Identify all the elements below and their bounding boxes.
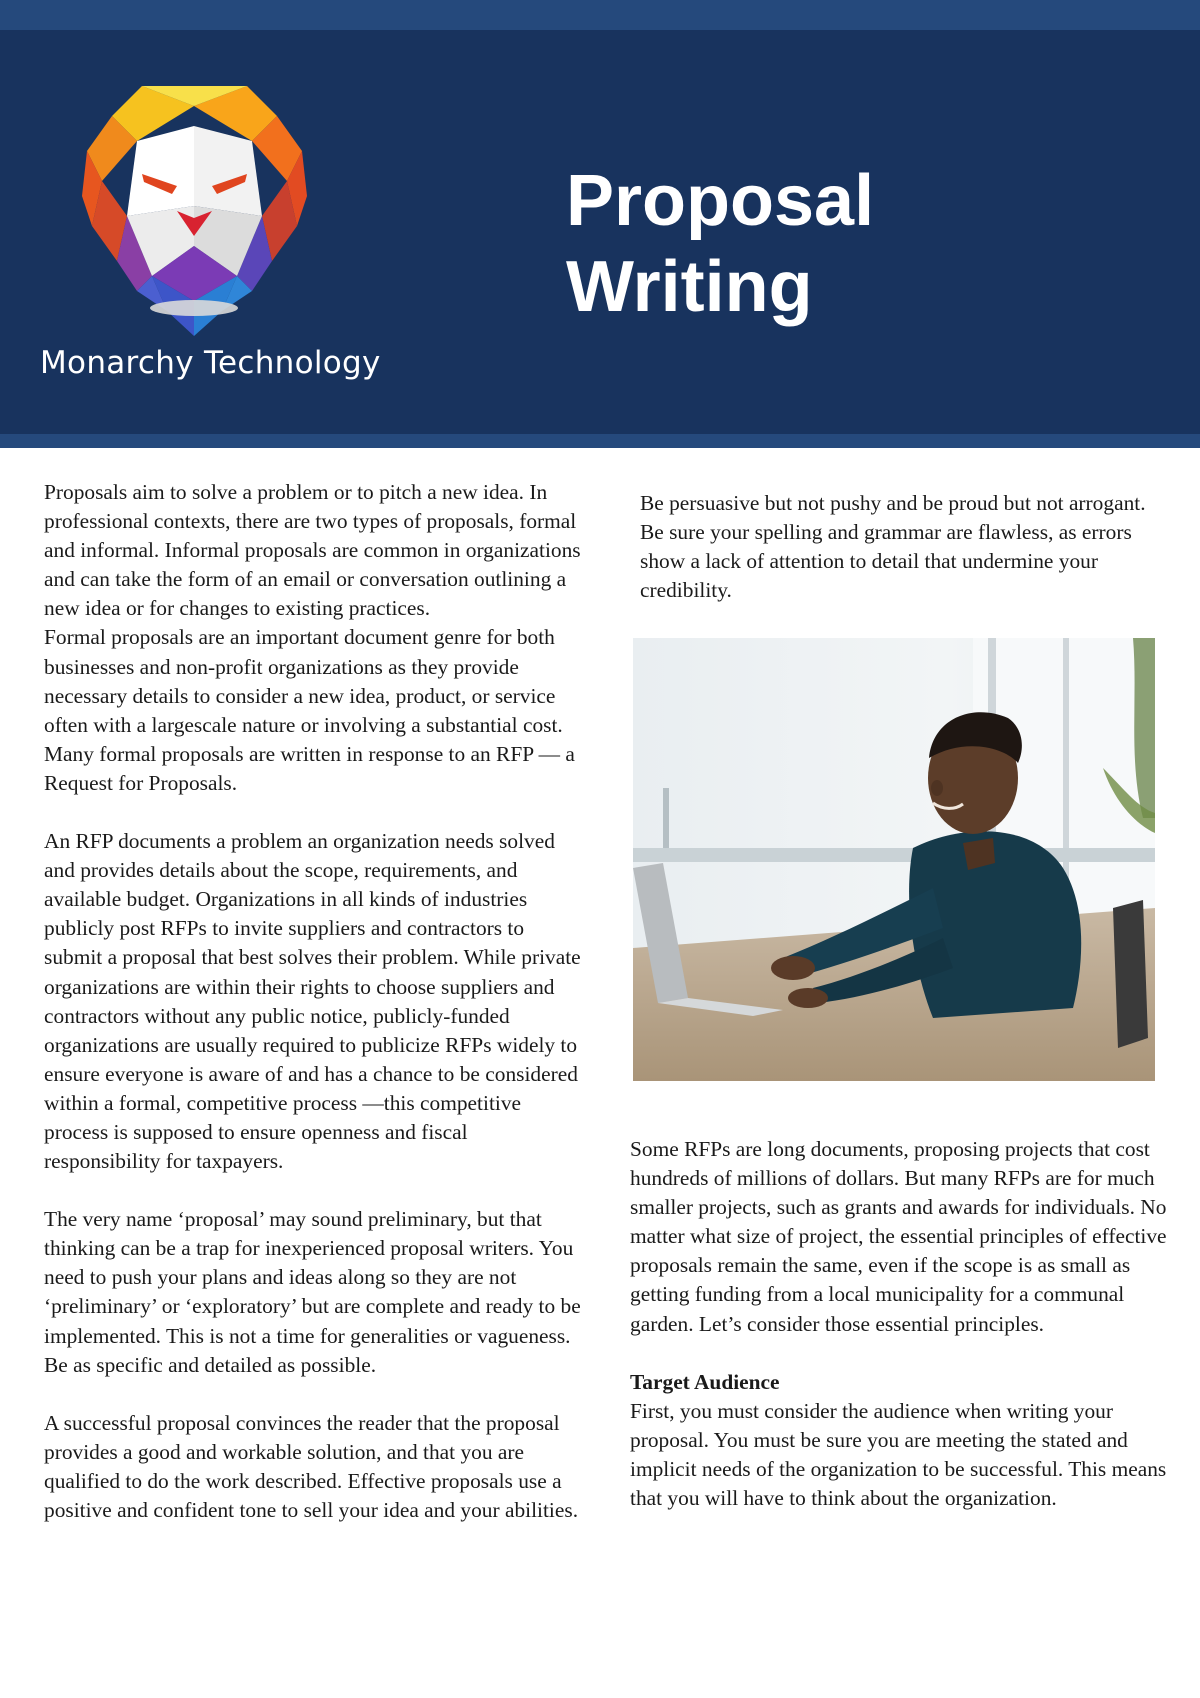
paragraph-rfp: An RFP documents a problem an organization needs solved and provides details about the scope, requirements, and available budget. Organizations in all kinds of industries publicly post RFPs to invite suppliers and contractors to submit a proposal that best solves their problem. While private organizations are within their rights to choose suppliers and contractors without any public notice, publicly-funded organizations are usually required to publicize RFPs widely to ensure everyone is aware of and has a chance to be considered within a formal, competitive process —this competitive process is supposed to ensure openness and fiscal responsibility for taxpayers. (44, 829, 581, 1174)
paragraph-successful-proposal: A successful proposal convinces the reader that the proposal provides a good and workable solution, and that you are qualified to do the work described. Effective proposals use a positive and confident tone to sell your idea and your abilities. (44, 1410, 579, 1522)
title-line-2: Writing (566, 247, 813, 327)
left-column (44, 478, 584, 1525)
right-column-bottom (630, 1135, 1170, 1513)
man-at-laptop-photo (633, 638, 1155, 1081)
heading-target-audience: Target Audience (630, 1369, 780, 1394)
paragraph-formal-proposals: Formal proposals are an important document genre for both businesses and non-profit organizations as they provide necessary details to consider a new idea, product, or service often with a largescale nature or involving a substantial cost. Many formal proposals are written in response to an RFP — a Request for Proposals. (44, 625, 575, 795)
paragraph-intro: Proposals aim to solve a problem or to pitch a new idea. In professional contexts, there are two types of proposals, formal and informal. Informal proposals are common in organizations and can take the form of an email or conversation outlining a new idea or for changes to existing practices. (44, 480, 581, 621)
paragraph-rfp-sizes: Some RFPs are long documents, proposing projects that cost hundreds of millions of dollars. But many RFPs are for much smaller projects, such as grants and awards for individuals. No matter what size of project, the essential principles of effective proposals remain the same, even if the scope is as small as getting funding from a local municipality for a communal garden. Let’s consider those essential principles. (630, 1137, 1167, 1336)
right-column-top (640, 489, 1170, 605)
header-top-stripe (0, 0, 1200, 30)
paragraph-preliminary: The very name ‘proposal’ may sound preliminary, but that thinking can be a trap for inexperienced proposal writers. You need to push your plans and ideas along so they are not ‘preliminary’ or ‘exploratory’ but are complete and ready to be implemented. This is not a time for generalities or vagueness. Be as specific and detailed as possible. (44, 1207, 581, 1377)
page-title (566, 158, 874, 330)
lion-logo-icon (82, 86, 307, 356)
paragraph-persuasive: Be persuasive but not pushy and be proud but not arrogant. Be sure your spelling and grammar are flawless, as errors show a lack of attention to detail that undermine your credibility. (640, 491, 1146, 603)
title-line-1: Proposal (566, 161, 875, 241)
header-bottom-stripe (0, 434, 1200, 448)
paragraph-target-audience: First, you must consider the audience when writing your proposal. You must be sure you are meeting the stated and implicit needs of the organization to be successful. This means that you will have to think about the organization. (630, 1398, 1167, 1511)
company-name: Monarchy Technology (40, 345, 381, 381)
